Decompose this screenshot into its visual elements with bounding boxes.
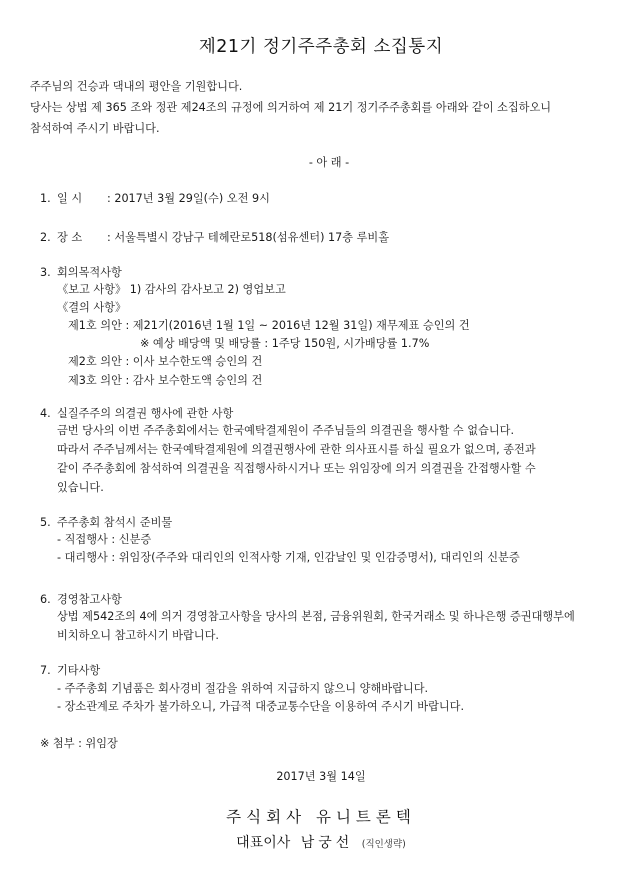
intro-line: 당사는 상법 제 365 조와 정관 제24조의 규정에 의거하여 제 21기 정기주주총회를 아래와 같이 소집하오니 — [30, 101, 552, 114]
item-heading: 실질주주의 의결권 행사에 관한 사항 — [57, 407, 234, 420]
paragraph-line: 따라서 주주님께서는 한국예탁결제원에 의결권행사에 관한 의사표시를 하실 필요가 없으며, 종전과 — [57, 443, 536, 456]
meeting-location: : 서울특별시 강남구 테헤란로518(섬유센터) 17층 루비홀 — [107, 231, 390, 244]
report-items: 《보고 사항》 1) 감사의 감사보고 2) 영업보고 — [57, 283, 286, 296]
signature-block — [0, 832, 642, 852]
item-number: 3. — [40, 266, 51, 279]
company-name: 주식회사 유니트론텍 — [226, 808, 416, 826]
agenda-item: 제1호 의안 : 제21기(2016년 1월 1일 ~ 2016년 12월 31일) 재무제표 승인의 건 — [68, 319, 470, 332]
paragraph-line: 비치하오니 참고하시기 바랍니다. — [57, 629, 219, 642]
item-label: 일 시 — [57, 192, 83, 205]
item-heading: 주주총회 참석시 준비물 — [57, 516, 173, 529]
dividend-note: ※ 예상 배당액 및 배당률 : 1주당 150원, 시가배당률 1.7% — [140, 337, 430, 350]
item-number: 5. — [40, 516, 51, 529]
paragraph-line: 상법 제542조의 4에 의거 경영참고사항을 당사의 본점, 금융위원회, 한국거래소 및 하나은행 증권대행부에 — [57, 610, 575, 623]
list-item: - 주주총회 기념품은 회사경비 절감을 위하여 지급하지 않으니 양해바랍니다. — [57, 682, 429, 695]
meeting-datetime: : 2017년 3월 29일(수) 오전 9시 — [107, 192, 270, 205]
attachment-note: ※ 첨부 : 위임장 — [40, 737, 118, 750]
item-number: 4. — [40, 407, 51, 420]
item-number: 7. — [40, 664, 51, 677]
list-item: - 장소관계로 주차가 불가하오니, 가급적 대중교통수단을 이용하여 주시기 바랍니다. — [57, 700, 465, 713]
paragraph-line: 금번 당사의 이번 주주총회에서는 한국예탁결제원이 주주님들의 의결권을 행사할 수 없습니다. — [57, 424, 515, 437]
paragraph-line: 같이 주주총회에 참석하여 의결권을 직접행사하시거나 또는 위임장에 의거 의결권을 간접행사할 수 — [57, 462, 536, 475]
item-heading: 회의목적사항 — [57, 266, 122, 279]
ceo-title: 대표이사 — [236, 835, 291, 851]
item-number: 6. — [40, 593, 51, 606]
agenda-item: 제3호 의안 : 감사 보수한도액 승인의 건 — [68, 374, 263, 387]
ceo-name: 남궁선 — [300, 835, 354, 851]
item-heading: 경영참고사항 — [57, 593, 122, 606]
resolution-heading: 《결의 사항》 — [57, 301, 127, 314]
notice-date: 2017년 3월 14일 — [276, 770, 366, 783]
item-heading: 기타사항 — [57, 664, 101, 677]
seal-note: (직인생략) — [361, 839, 406, 850]
paragraph-line: 있습니다. — [57, 481, 104, 494]
separator: - 아 래 - — [308, 156, 350, 169]
list-item: - 대리행사 : 위임장(주주와 대리인의 인적사항 기재, 인감날인 및 인감증명서), 대리인의 신분증 — [57, 551, 520, 564]
document-title: 제21기 정기주주총회 소집통지 — [198, 37, 444, 57]
intro-line: 주주님의 건승과 댁내의 평안을 기원합니다. — [30, 80, 243, 93]
item-number: 1. — [40, 192, 51, 205]
intro-line: 참석하여 주시기 바랍니다. — [30, 122, 160, 135]
list-item: - 직접행사 : 신분증 — [57, 533, 152, 546]
item-label: 장 소 — [57, 231, 83, 244]
item-number: 2. — [40, 231, 51, 244]
agenda-item: 제2호 의안 : 이사 보수한도액 승인의 건 — [68, 355, 263, 368]
